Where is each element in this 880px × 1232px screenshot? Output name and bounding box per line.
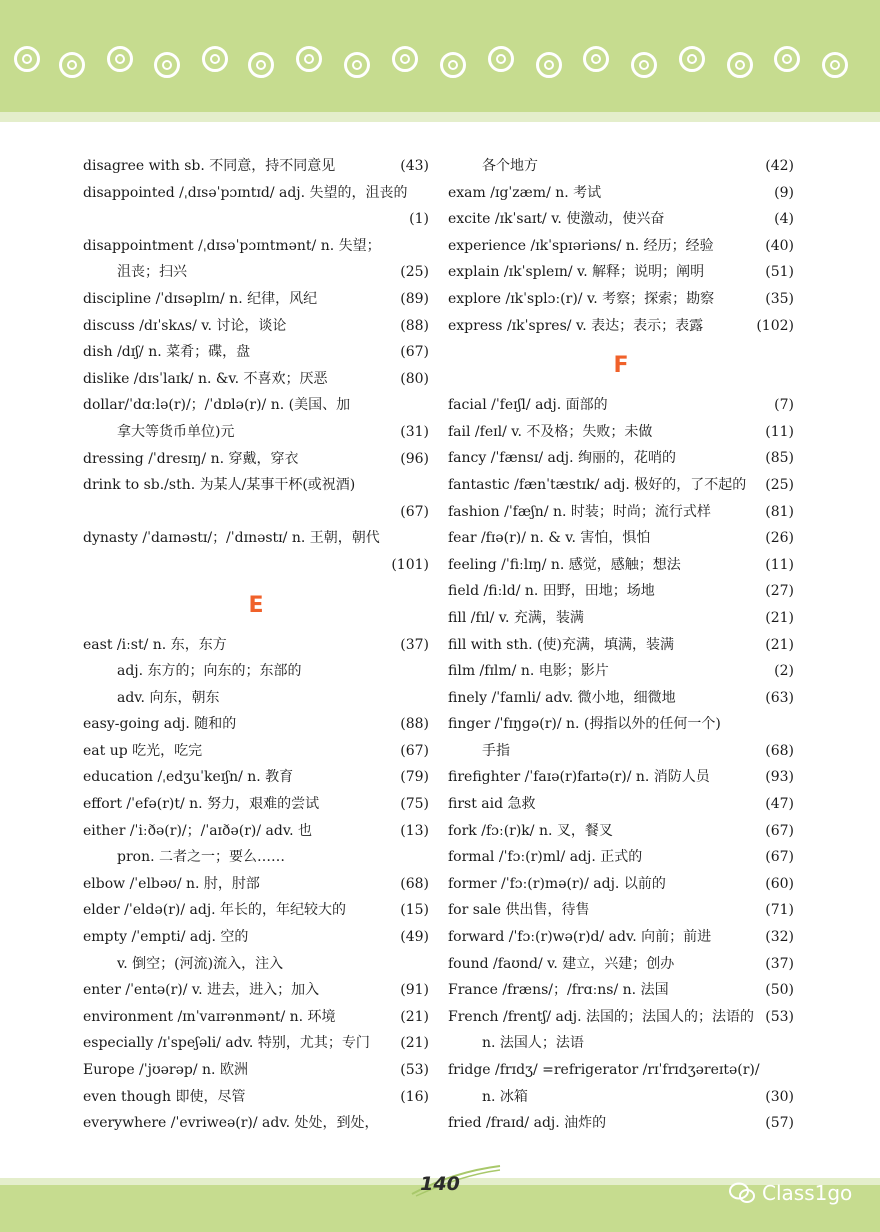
entry-text: environment /ɪnˈvaɪrənmənt/ n. 环境 bbox=[83, 1008, 336, 1025]
entry-text: fashion /ˈfæʃn/ n. 时装；时尚；流行式样 bbox=[448, 503, 711, 520]
header-divider bbox=[0, 112, 880, 122]
entry-text: excite /ɪkˈsaɪt/ v. 使激动，使兴奋 bbox=[448, 211, 665, 228]
page-number: 140 bbox=[420, 1173, 460, 1195]
entry-line bbox=[448, 818, 794, 845]
entry-line bbox=[83, 897, 429, 924]
entry-line bbox=[83, 392, 429, 419]
entry-text: finely /ˈfaɪnli/ adv. 微小地，细微地 bbox=[448, 689, 676, 706]
entry-text: fancy /ˈfænsɪ/ adj. 绚丽的，花哨的 bbox=[448, 450, 677, 467]
entry-line bbox=[83, 1057, 429, 1084]
entry-line bbox=[83, 738, 429, 765]
entry-text: field /fiːld/ n. 田野，田地；场地 bbox=[448, 583, 655, 600]
page-ref: (67) bbox=[400, 503, 429, 520]
entry-text: dressing /ˈdresɪŋ/ n. 穿戴，穿衣 bbox=[83, 450, 299, 467]
header-ring-decoration bbox=[488, 46, 514, 72]
page-ref: (40) bbox=[765, 237, 794, 254]
entry-text: film /fɪlm/ n. 电影；影片 bbox=[448, 663, 609, 680]
entry-text: experience /ɪkˈspɪəriəns/ n. 经历；经验 bbox=[448, 237, 714, 254]
page-ref: (43) bbox=[400, 158, 429, 174]
entry-text: dynasty /ˈdaɪnəstɪ/；/ˈdɪnəstɪ/ n. 王朝，朝代 bbox=[83, 530, 380, 547]
entry-line bbox=[83, 791, 429, 818]
entry-line bbox=[448, 206, 794, 233]
watermark-text: Class1go bbox=[762, 1181, 853, 1205]
entry-line bbox=[83, 446, 429, 473]
entry-text: especially /ɪˈspeʃəli/ adv. 特别，尤其；专门 bbox=[83, 1035, 370, 1052]
entry-line bbox=[448, 233, 794, 260]
page-ref: (37) bbox=[400, 636, 429, 653]
entry-line bbox=[448, 1057, 794, 1084]
entry-text: disappointed /ˌdɪsəˈpɔɪntɪd/ adj. 失望的，沮丧的 bbox=[83, 184, 408, 201]
header-ring-decoration bbox=[536, 52, 562, 78]
entry-text: explore /ɪkˈsplɔː(r)/ v. 考察；探索；勘察 bbox=[448, 290, 715, 307]
header-ring-decoration bbox=[202, 46, 228, 72]
page-ref: (51) bbox=[765, 264, 794, 281]
right-column bbox=[448, 153, 794, 1137]
entry-text: elder /ˈeldə(r)/ adj. 年长的，年纪较大的 bbox=[83, 902, 347, 919]
header-ring-decoration bbox=[583, 46, 609, 72]
entry-line bbox=[448, 605, 794, 632]
entry-text: n. 冰箱 bbox=[482, 1088, 528, 1105]
page-ref: (67) bbox=[400, 742, 429, 759]
entry-text: fill with sth. (使)充满，填满，装满 bbox=[448, 636, 674, 653]
page-ref: (21) bbox=[400, 1008, 429, 1025]
entry-line bbox=[83, 844, 429, 871]
entry-text: fridge /frɪdʒ/ =refrigerator /rɪˈfrɪdʒəreɪtə(r)/ bbox=[448, 1062, 760, 1078]
entry-text: fear /fɪə(r)/ n. & v. 害怕，惧怕 bbox=[448, 530, 651, 547]
header-ring-decoration bbox=[248, 52, 274, 78]
entry-line bbox=[83, 286, 429, 313]
header-ring-decoration bbox=[392, 46, 418, 72]
page-ref: (102) bbox=[756, 317, 794, 334]
header-ring-decoration bbox=[822, 52, 848, 78]
page-ref: (89) bbox=[400, 290, 429, 307]
entry-line bbox=[83, 180, 429, 207]
entry-text: 手指 bbox=[482, 742, 510, 759]
page-ref: (101) bbox=[391, 556, 429, 573]
entry-text: fill /fɪl/ v. 充满，装满 bbox=[448, 609, 584, 626]
page-ref: (30) bbox=[765, 1088, 794, 1105]
entry-text: fantastic /fænˈtæstɪk/ adj. 极好的，了不起的 bbox=[448, 476, 747, 493]
page-ref: (68) bbox=[400, 875, 429, 892]
section-letter: F bbox=[613, 353, 629, 379]
entry-line bbox=[448, 1084, 794, 1111]
entry-line bbox=[83, 977, 429, 1004]
page-ref: (53) bbox=[400, 1062, 429, 1078]
entry-line bbox=[448, 392, 794, 419]
entry-text: formal /ˈfɔː(r)ml/ adj. 正式的 bbox=[448, 849, 643, 866]
entry-text: found /faʊnd/ v. 建立，兴建；创办 bbox=[448, 955, 675, 972]
page-ref: (63) bbox=[765, 689, 794, 706]
entry-line bbox=[83, 499, 429, 526]
page-ref: (32) bbox=[765, 929, 794, 946]
wechat-icon bbox=[728, 1181, 756, 1205]
entry-line bbox=[83, 313, 429, 340]
entry-line bbox=[448, 632, 794, 659]
entry-line bbox=[448, 738, 794, 765]
page-ref: (91) bbox=[400, 982, 429, 999]
entry-line bbox=[448, 419, 794, 446]
header-ring-decoration bbox=[154, 52, 180, 78]
entry-text: firefighter /ˈfaɪə(r)faɪtə(r)/ n. 消防人员 bbox=[448, 769, 710, 786]
entry-line bbox=[83, 658, 429, 685]
entry-line bbox=[448, 499, 794, 526]
entry-line bbox=[83, 1110, 429, 1137]
entry-text: 沮丧；扫兴 bbox=[117, 264, 187, 281]
header-ring-decoration bbox=[14, 46, 40, 72]
entry-line bbox=[448, 1004, 794, 1031]
page-ref: (25) bbox=[400, 264, 429, 281]
entry-text: French /frentʃ/ adj. 法国的；法国人的；法语的 bbox=[448, 1008, 755, 1025]
header-ring-decoration bbox=[440, 52, 466, 78]
entry-line bbox=[448, 445, 794, 472]
page-ref: (49) bbox=[400, 929, 429, 946]
page-ref: (47) bbox=[765, 796, 794, 813]
page-ref: (7) bbox=[774, 397, 794, 414]
page-ref: (31) bbox=[400, 423, 429, 440]
entry-line bbox=[83, 685, 429, 712]
page-ref: (68) bbox=[765, 742, 794, 759]
entry-line bbox=[448, 791, 794, 818]
page-ref: (80) bbox=[400, 370, 429, 387]
entry-text: explain /ɪkˈspleɪn/ v. 解释；说明；阐明 bbox=[448, 264, 705, 281]
header-ring-decoration bbox=[679, 46, 705, 72]
entry-line bbox=[83, 632, 429, 659]
page-ref: (60) bbox=[765, 875, 794, 892]
entry-text: feeling /ˈfiːlɪŋ/ n. 感觉，感触；想法 bbox=[448, 556, 681, 573]
entry-line bbox=[448, 286, 794, 313]
entry-text: empty /ˈempti/ adj. 空的 bbox=[83, 929, 249, 946]
entry-text: drink to sb./sth. 为某人/某事干杯(或祝酒) bbox=[83, 477, 356, 494]
entry-text: discipline /ˈdɪsəplɪn/ n. 纪律，风纪 bbox=[83, 290, 318, 307]
page-ref: (81) bbox=[765, 503, 794, 520]
entry-text: fail /feɪl/ v. 不及格；失败；未做 bbox=[448, 423, 653, 440]
page-ref: (25) bbox=[765, 476, 794, 493]
page-ref: (75) bbox=[400, 796, 429, 813]
entry-line bbox=[448, 951, 794, 978]
entry-line bbox=[448, 259, 794, 286]
page-ref: (1) bbox=[409, 211, 429, 228]
section-letter: E bbox=[248, 592, 264, 618]
entry-text: disagree with sb. 不同意，持不同意见 bbox=[83, 158, 336, 174]
page-ref: (11) bbox=[765, 556, 794, 573]
entry-line bbox=[448, 977, 794, 1004]
entry-line bbox=[83, 259, 429, 286]
entry-line bbox=[448, 764, 794, 791]
entry-line bbox=[83, 419, 429, 446]
entry-line bbox=[83, 871, 429, 898]
entry-text: finger /ˈfɪŋgə(r)/ n. (拇指以外的任何一个) bbox=[448, 716, 721, 733]
entry-text: everywhere /ˈevriweə(r)/ adv. 处处，到处， bbox=[83, 1115, 379, 1132]
entry-text: even though 即使，尽管 bbox=[83, 1088, 246, 1105]
page-ref: (27) bbox=[765, 583, 794, 600]
entry-line bbox=[448, 871, 794, 898]
entry-text: dish /dɪʃ/ n. 菜肴；碟，盘 bbox=[83, 344, 251, 361]
entry-text: facial /ˈfeɪʃl/ adj. 面部的 bbox=[448, 397, 608, 414]
entry-line bbox=[448, 685, 794, 712]
page-ref: (15) bbox=[400, 902, 429, 919]
page-ref: (88) bbox=[400, 317, 429, 334]
page-ref: (88) bbox=[400, 716, 429, 733]
entry-line bbox=[83, 206, 429, 233]
entry-line bbox=[448, 180, 794, 207]
entry-line bbox=[448, 1030, 794, 1057]
page-ref: (16) bbox=[400, 1088, 429, 1105]
entry-line bbox=[83, 366, 429, 393]
page-ref: (71) bbox=[765, 902, 794, 919]
page-ref: (35) bbox=[765, 290, 794, 307]
entry-line bbox=[448, 153, 794, 180]
entry-line bbox=[448, 844, 794, 871]
entry-line bbox=[83, 1084, 429, 1111]
entry-line bbox=[83, 472, 429, 499]
entry-line bbox=[83, 1004, 429, 1031]
entry-text: effort /ˈefə(r)t/ n. 努力，艰难的尝试 bbox=[83, 796, 320, 813]
watermark bbox=[728, 1178, 852, 1208]
entry-text: fried /fraɪd/ adj. 油炸的 bbox=[448, 1115, 607, 1132]
header-ring-decoration bbox=[631, 52, 657, 78]
entry-text: adv. 向东，朝东 bbox=[117, 689, 220, 706]
page-ref: (9) bbox=[774, 184, 794, 201]
entry-line bbox=[448, 897, 794, 924]
entry-text: first aid 急救 bbox=[448, 796, 536, 813]
left-column bbox=[83, 153, 429, 1137]
entry-line bbox=[83, 951, 429, 978]
entry-text: Europe /ˈjʊərəp/ n. 欧洲 bbox=[83, 1062, 248, 1078]
page-ref: (21) bbox=[765, 609, 794, 626]
page-ref: (21) bbox=[765, 636, 794, 653]
header-band bbox=[0, 0, 880, 112]
entry-line bbox=[83, 153, 429, 180]
page-ref: (96) bbox=[400, 450, 429, 467]
entry-text: former /ˈfɔː(r)mə(r)/ adj. 以前的 bbox=[448, 875, 666, 892]
page-ref: (67) bbox=[765, 822, 794, 839]
page-ref: (57) bbox=[765, 1115, 794, 1132]
page-ref: (42) bbox=[765, 158, 794, 174]
entry-line bbox=[448, 578, 794, 605]
page-ref: (21) bbox=[400, 1035, 429, 1052]
entry-text: pron. 二者之一；要么…… bbox=[117, 849, 285, 866]
entry-text: education /ˌedʒuˈkeɪʃn/ n. 教育 bbox=[83, 769, 294, 786]
page-ref: (85) bbox=[765, 450, 794, 467]
entry-line bbox=[448, 658, 794, 685]
entry-line bbox=[83, 552, 429, 579]
entry-line bbox=[83, 339, 429, 366]
entry-line bbox=[448, 313, 794, 340]
page-ref: (37) bbox=[765, 955, 794, 972]
entry-line bbox=[448, 711, 794, 738]
entry-line bbox=[83, 233, 429, 260]
entry-text: for sale 供出售，待售 bbox=[448, 902, 590, 919]
entry-line bbox=[448, 924, 794, 951]
header-ring-decoration bbox=[296, 46, 322, 72]
page-ref: (67) bbox=[400, 344, 429, 361]
page-ref: (53) bbox=[765, 1008, 794, 1025]
entry-line bbox=[448, 472, 794, 499]
entry-text: enter /ˈentə(r)/ v. 进去，进入；加入 bbox=[83, 982, 320, 999]
entry-text: easy-going adj. 随和的 bbox=[83, 716, 237, 733]
entry-text: east /iːst/ n. 东，东方 bbox=[83, 636, 227, 653]
page-ref: (11) bbox=[765, 423, 794, 440]
header-ring-decoration bbox=[344, 52, 370, 78]
page-ref: (2) bbox=[774, 663, 794, 680]
entry-text: 拿大等货币单位)元 bbox=[117, 423, 235, 440]
header-ring-decoration bbox=[727, 52, 753, 78]
entry-line bbox=[83, 1030, 429, 1057]
entry-line bbox=[448, 525, 794, 552]
entry-text: eat up 吃光，吃完 bbox=[83, 742, 203, 759]
entry-text: express /ɪkˈspres/ v. 表达；表示；表露 bbox=[448, 317, 704, 334]
page-ref: (50) bbox=[765, 982, 794, 999]
entry-line bbox=[83, 525, 429, 552]
page-ref: (93) bbox=[765, 769, 794, 786]
entry-line bbox=[83, 711, 429, 738]
entry-text: elbow /ˈelbəʊ/ n. 肘，肘部 bbox=[83, 875, 260, 892]
entry-text: disappointment /ˌdɪsəˈpɔɪntmənt/ n. 失望； bbox=[83, 237, 381, 254]
entry-line bbox=[83, 818, 429, 845]
entry-text: v. 倒空；(河流)流入，注入 bbox=[117, 955, 284, 972]
entry-line bbox=[448, 1110, 794, 1137]
page-ref: (79) bbox=[400, 769, 429, 786]
entry-text: exam /ɪgˈzæm/ n. 考试 bbox=[448, 184, 602, 201]
header-ring-decoration bbox=[107, 46, 133, 72]
header-ring-decoration bbox=[774, 46, 800, 72]
page-ref: (4) bbox=[774, 211, 794, 228]
page-ref: (13) bbox=[400, 822, 429, 839]
entry-text: discuss /dɪˈskʌs/ v. 讨论，谈论 bbox=[83, 317, 287, 334]
header-ring-decoration bbox=[59, 52, 85, 78]
entry-text: either /ˈiːðə(r)/；/ˈaɪðə(r)/ adv. 也 bbox=[83, 822, 312, 839]
entry-text: dislike /dɪsˈlaɪk/ n. &v. 不喜欢；厌恶 bbox=[83, 370, 328, 387]
page-ref: (67) bbox=[765, 849, 794, 866]
entry-line bbox=[83, 924, 429, 951]
page-ref: (26) bbox=[765, 530, 794, 547]
entry-text: dollar/ˈdɑːlə(r)/；/ˈdɒlə(r)/ n. (美国、加 bbox=[83, 397, 351, 414]
entry-text: n. 法国人；法语 bbox=[482, 1035, 584, 1052]
entry-text: France /fræns/；/frɑːns/ n. 法国 bbox=[448, 982, 669, 999]
entry-line bbox=[83, 764, 429, 791]
entry-text: forward /ˈfɔː(r)wə(r)d/ adv. 向前；前进 bbox=[448, 929, 712, 946]
entry-line bbox=[448, 552, 794, 579]
entry-text: 各个地方 bbox=[482, 158, 538, 174]
entry-text: adj. 东方的；向东的；东部的 bbox=[117, 663, 302, 680]
entry-text: fork /fɔː(r)k/ n. 叉，餐叉 bbox=[448, 822, 613, 839]
